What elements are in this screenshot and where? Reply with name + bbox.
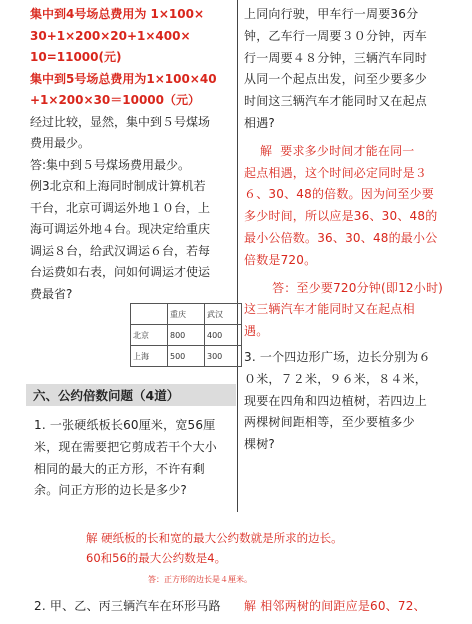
- table-cell: 500: [168, 346, 205, 367]
- left-column: [30, 4, 234, 305]
- example-text: 干台，北京可调运外地１０台，上: [30, 200, 211, 215]
- question-text: 上同向行驶，甲车行一周要36分: [244, 7, 419, 21]
- solution-text: 最小公倍数。36、30、48的最小公: [244, 230, 438, 245]
- question-text: 3. 一个四边形广场，边长分别为６: [244, 349, 431, 364]
- column-divider: [237, 0, 238, 512]
- example-text: 例3北京和上海同时制成计算机若: [30, 179, 206, 193]
- cost-line: 集中到4号场总费用为 1×100×: [30, 7, 205, 21]
- solution-text: 解 相邻两树的间距应是60、72、: [244, 599, 426, 613]
- table-row: [131, 325, 242, 346]
- comparison-text: 费用最少。: [30, 136, 91, 150]
- solution-line: 60和56的最大公约数是4。: [86, 551, 227, 565]
- question-text: 相遇?: [244, 115, 275, 130]
- answer-text: 遇。: [244, 324, 269, 339]
- table-cell: 上海: [131, 346, 168, 367]
- cost-line: +1×200×30＝10000（元）: [30, 93, 201, 107]
- comparison-text: 经过比较，显然，集中到５号煤场: [30, 114, 211, 129]
- example-text: 台运费如右表，问如何调运才使运: [30, 265, 211, 279]
- question-text: ０米，７２米，９６米，８４米，: [244, 371, 428, 386]
- example-text: 调运８台，给武汉调运６台，若每: [30, 243, 211, 258]
- question-text: 棵树?: [244, 437, 275, 452]
- question-text: 从同一个起点出发，问至少要多少: [244, 72, 428, 87]
- table-row: [131, 346, 242, 367]
- answer-text: 答:集中到５号煤场费用最少。: [30, 157, 191, 172]
- question-text: 余。问正方形的边长是多少?: [34, 483, 187, 498]
- solution-text: 倍数是720。: [244, 252, 317, 267]
- cost-line: 30+1×200×20+1×400×: [30, 28, 191, 43]
- question-text: 时间这三辆汽车才能同时又在起点: [244, 94, 428, 109]
- question-text: 相同的最大的正方形，不许有剩: [34, 461, 205, 476]
- answer-text: 这三辆汽车才能同时又在起点相: [244, 302, 415, 317]
- cost-line: 10=11000(元): [30, 50, 122, 64]
- cost-line: 集中到5号场总费用为1×100×40: [30, 71, 217, 86]
- table-cell: 重庆: [168, 304, 205, 325]
- solution-answer: 答：正方形的边长是４厘米。: [148, 575, 252, 584]
- answer-text: 答：至少要720分钟(即12小时): [244, 280, 444, 295]
- question-text: 现要在四角和四边植树，若四边上: [244, 393, 428, 408]
- section-title: 六、公约倍数问题（4道）: [33, 388, 180, 403]
- solution-text: 解 要求多少时间才能在同一: [244, 143, 415, 158]
- example-text: 费最省?: [30, 286, 73, 301]
- solution-line: 解 硬纸板的长和宽的最大公约数就是所求的边长。: [86, 531, 343, 545]
- question-text: 1. 一张硬纸板长60厘米，宽56厘: [34, 418, 216, 432]
- right-column: [244, 4, 452, 456]
- table-cell: 武汉: [205, 304, 242, 325]
- solution-text: 起点相遇，这个时间必定同时是３: [244, 165, 428, 180]
- table-cell: 400: [205, 325, 242, 346]
- question-text: 2. 甲、乙、丙三辆汽车在环形马路: [34, 599, 221, 613]
- table-cell: 300: [205, 346, 242, 367]
- table-cell: 800: [168, 325, 205, 346]
- question-text: 行一周要４８分钟，三辆汽车同时: [244, 50, 428, 65]
- table-row: [131, 304, 242, 325]
- table-cell: 北京: [131, 325, 168, 346]
- question-text: 米，现在需要把它剪成若干个大小: [34, 439, 218, 454]
- solution-text: 多少时间，所以应是36、30、48的: [244, 209, 438, 224]
- question-1: [34, 415, 234, 502]
- table-cell: [131, 304, 168, 325]
- question-text: 钟，乙车行一周要３０分钟，丙车: [244, 28, 428, 43]
- example-text: 海可调运外地４台。现决定给重庆: [30, 222, 211, 236]
- freight-table: [130, 303, 242, 367]
- question-text: 两棵树间距相等，至少要植多少: [244, 415, 415, 430]
- solution-text: ６、30、48的倍数。因为问至少要: [244, 187, 434, 202]
